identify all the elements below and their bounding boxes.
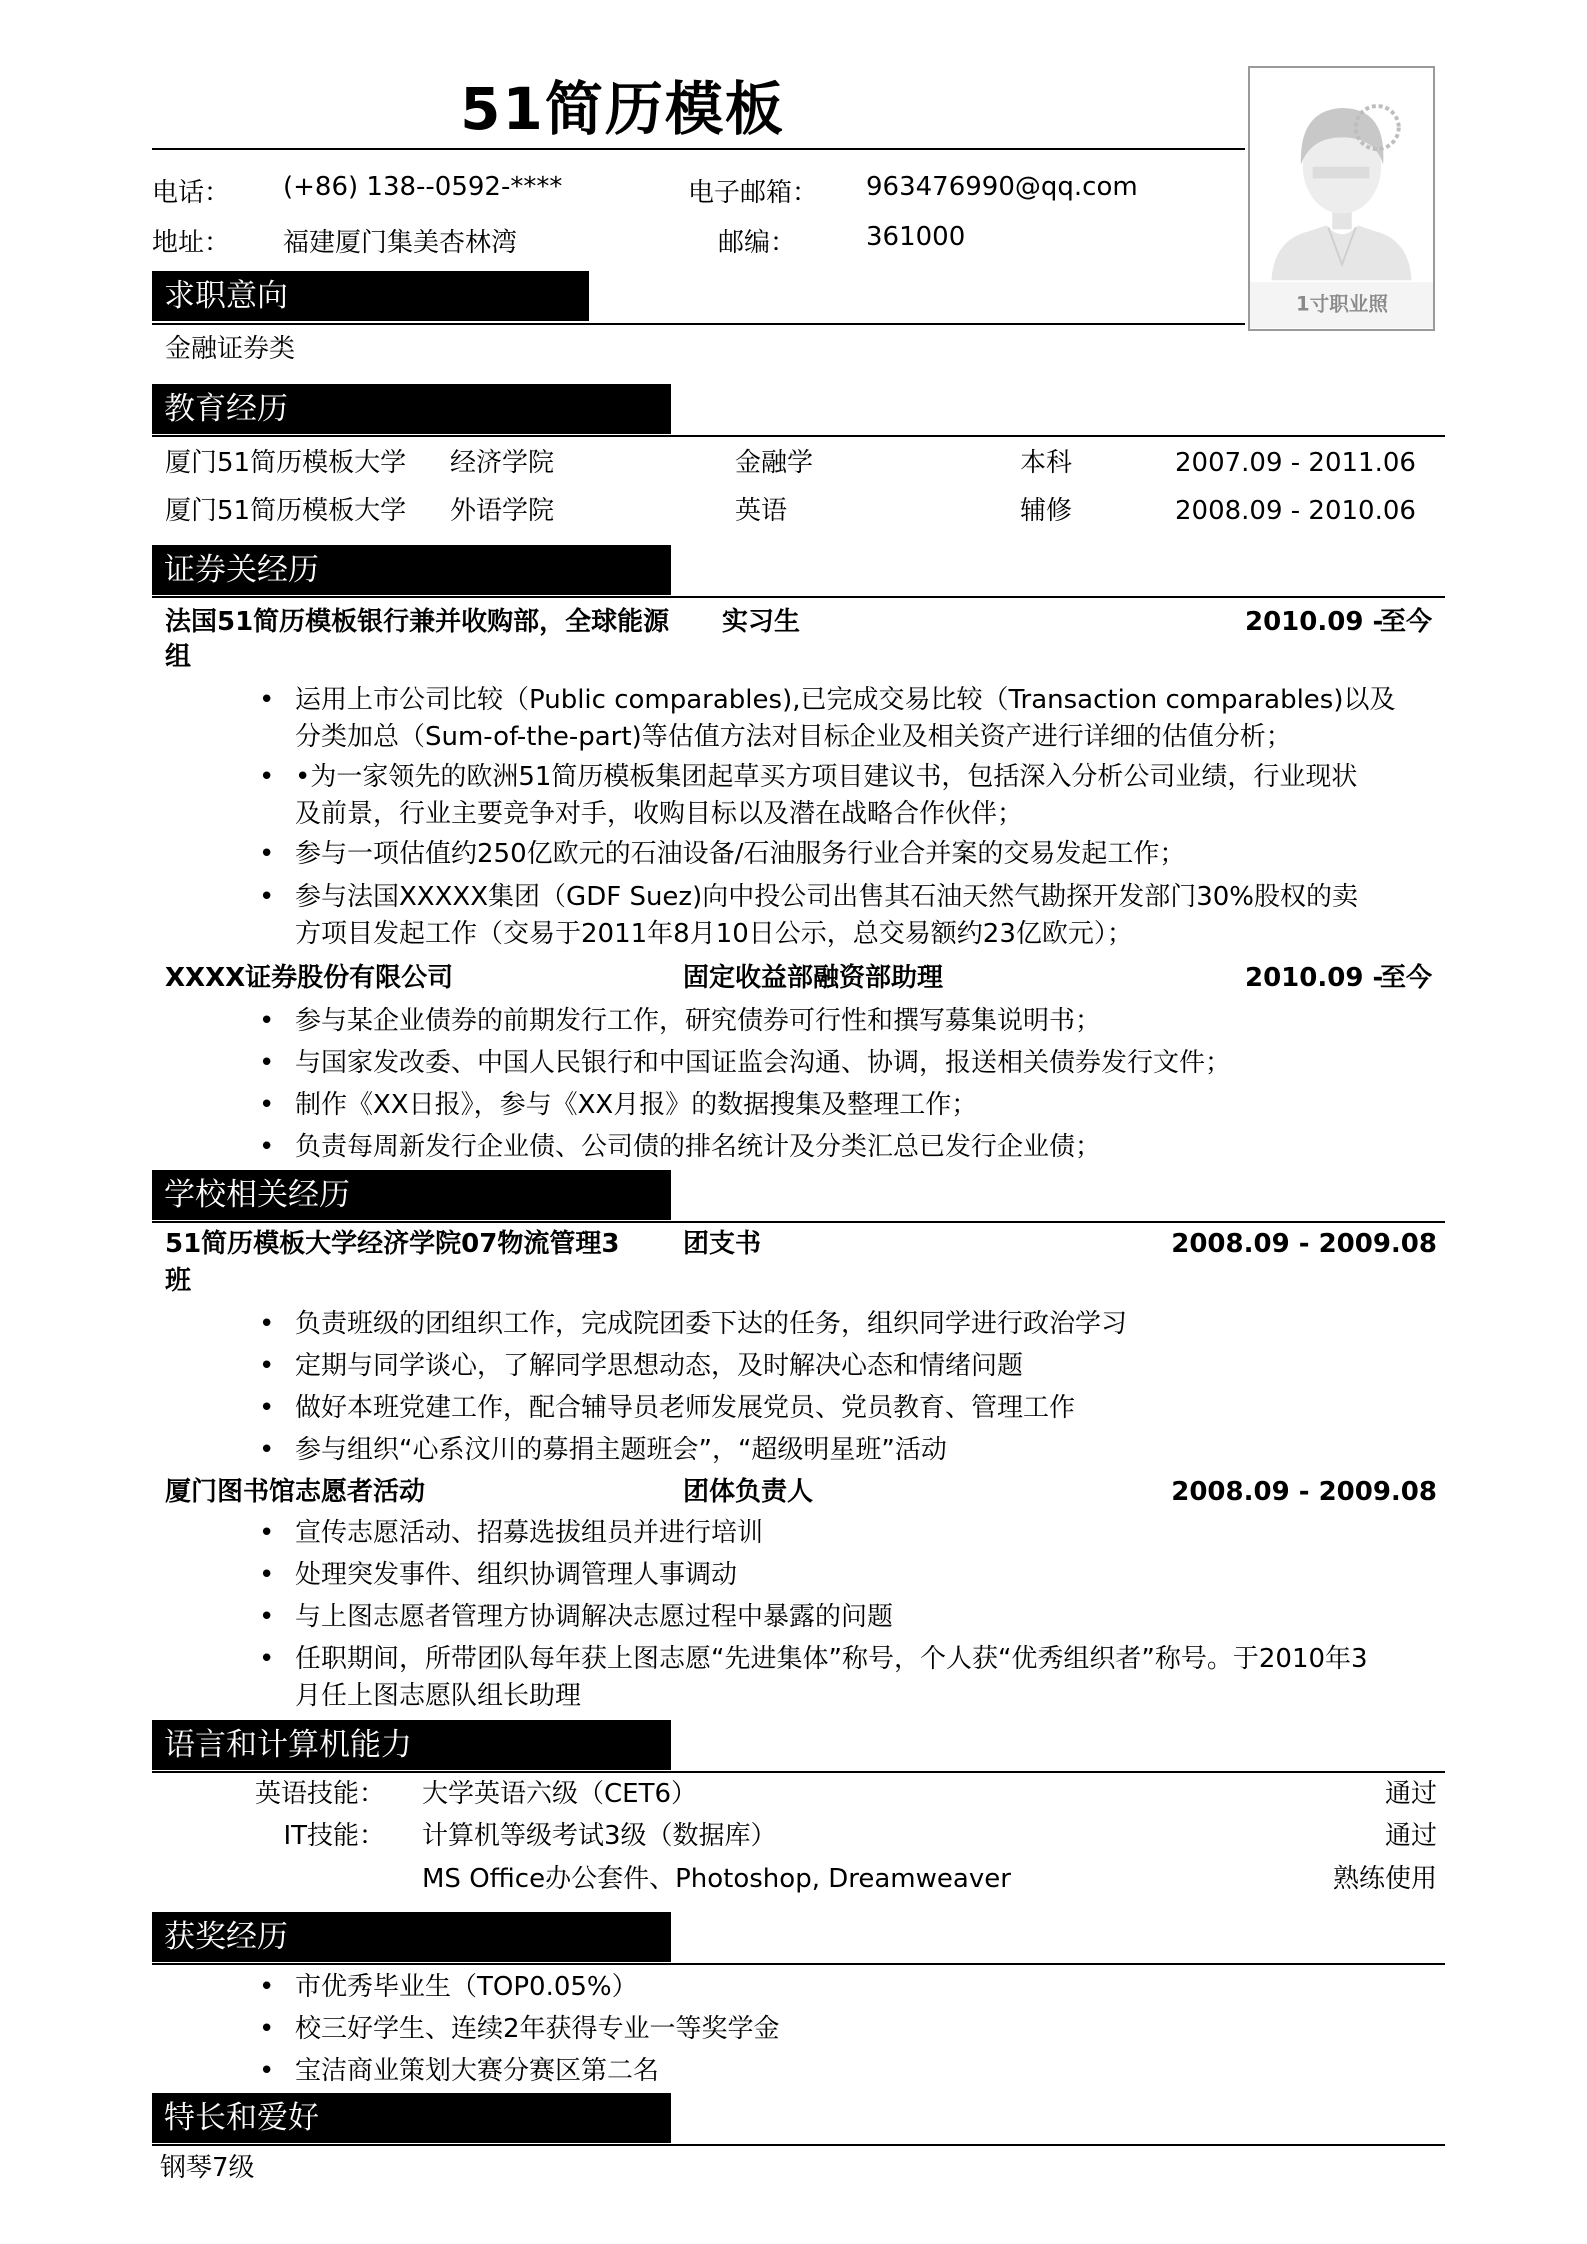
section-header-securities: 证券关经历 (152, 545, 671, 595)
skill-desc: 大学英语六级（CET6） (422, 1779, 698, 1809)
section-header-school: 学校相关经历 (152, 1170, 671, 1220)
bullet-text: 与国家发改委、中国人民银行和中国证监会沟通、协调，报送相关债券发行文件； (295, 1048, 1232, 1078)
bullet-dot: • (259, 882, 275, 912)
job-period-start: 2010.09 - (1245, 607, 1384, 637)
bullet-text: 宣传志愿活动、招募选拔组员并进行培训 (295, 1518, 764, 1548)
title-divider (152, 148, 1245, 150)
school-period: 2008.09 - 2009.08 (1171, 1229, 1437, 1259)
job-period-start: 2010.09 - (1245, 963, 1384, 993)
job-org-continued: 组 (165, 642, 192, 672)
section-header-skills: 语言和计算机能力 (152, 1720, 671, 1770)
zip-value: 361000 (866, 222, 966, 252)
job-role: 固定收益部融资部助理 (683, 963, 944, 993)
education-major: 英语 (735, 496, 788, 526)
bullet-text: 参与法国XXXXX集团（GDF Suez)向中投公司出售其石油天然气勘探开发部门30%股权的卖 (295, 882, 1359, 912)
bullet-dot: • (259, 1006, 275, 1036)
education-major: 金融学 (735, 448, 814, 478)
school-org-continued: 班 (165, 1266, 192, 1296)
bullet-text: 制作《XX日报》，参与《XX月报》的数据搜集及整理工作； (295, 1090, 978, 1120)
education-school: 厦门51简历模板大学 (165, 496, 407, 526)
section-header-hobbies: 特长和爱好 (152, 2093, 671, 2143)
bullet-text: 负责班级的团组织工作，完成院团委下达的任务，组织同学进行政治学习 (295, 1309, 1128, 1339)
school-role: 团支书 (683, 1229, 762, 1259)
photo-caption: 1寸职业照 (1296, 292, 1388, 316)
skill-level: 熟练使用 (1332, 1864, 1437, 1894)
bullet-dot: • (259, 685, 275, 715)
bullet-text: 月任上图志愿队组长助理 (295, 1681, 582, 1711)
bullet-dot: • (259, 1518, 275, 1548)
skill-label: 英语技能： (254, 1779, 385, 1809)
bullet-dot: • (259, 1132, 275, 1162)
bullet-text: 参与组织“心系汶川的募捐主题班会”，“超级明星班”活动 (295, 1435, 947, 1465)
list-item (259, 682, 1396, 756)
education-college: 经济学院 (450, 448, 555, 478)
bullet-dot: • (259, 2056, 275, 2086)
hobbies-text: 钢琴7级 (160, 2153, 255, 2183)
school-org: 51简历模板大学经济学院07物流管理3 (165, 1229, 620, 1259)
section-divider (152, 1221, 1445, 1223)
job-role: 实习生 (722, 607, 801, 637)
bullet-dot: • (259, 839, 275, 869)
bullet-text: 方项目发起工作（交易于2011年8月10日公示，总交易额约23亿欧元）； (295, 919, 1133, 949)
list-item (259, 759, 1358, 833)
school-period: 2008.09 - 2009.08 (1171, 1477, 1437, 1507)
school-role: 团体负责人 (683, 1477, 814, 1507)
education-school: 厦门51简历模板大学 (165, 448, 407, 478)
bullet-text: 运用上市公司比较（Public comparables),已完成交易比较（Transaction comparables)以及 (295, 685, 1396, 715)
list-item (259, 2011, 780, 2048)
bullet-text: 分类加总（Sum-of-the-part)等估值方法对目标企业及相关资产进行详细的估值分析； (295, 722, 1292, 752)
bullet-text: 定期与同学谈心，了解同学思想动态，及时解决心态和情绪问题 (295, 1351, 1024, 1381)
list-item (259, 836, 1186, 873)
list-item (259, 1515, 764, 1552)
list-item (259, 1306, 1128, 1343)
address-label: 地址： (152, 228, 231, 258)
email-value: 963476990@qq.com (866, 172, 1138, 202)
section-divider (152, 323, 1245, 325)
bullet-text: 宝洁商业策划大赛分赛区第二名 (295, 2056, 660, 2086)
skill-level: 通过 (1384, 1779, 1437, 1809)
job-period-end: 至今 (1380, 607, 1433, 637)
bullet-dot: • (259, 2014, 275, 2044)
school-org: 厦门图书馆志愿者活动 (165, 1477, 426, 1507)
education-period: 2007.09 - 2011.06 (1175, 448, 1416, 478)
email-label: 电子邮箱： (688, 178, 819, 208)
bullet-text: 市优秀毕业生（TOP0.05%） (295, 1972, 638, 2002)
section-divider (152, 1963, 1445, 1965)
skill-desc: 计算机等级考试3级（数据库） (422, 1821, 777, 1851)
zip-label: 邮编： (718, 228, 797, 258)
section-header-education: 教育经历 (152, 384, 671, 434)
section-header-objective: 求职意向 (152, 271, 589, 321)
bullet-dot: • (259, 762, 275, 792)
skill-label: IT技能： (283, 1821, 385, 1851)
list-item (259, 1003, 1102, 1040)
section-divider (152, 1771, 1445, 1773)
skill-level: 通过 (1384, 1821, 1437, 1851)
bullet-text: 处理突发事件、组织协调管理人事调动 (295, 1560, 738, 1590)
education-period: 2008.09 - 2010.06 (1175, 496, 1416, 526)
job-org: XXXX证券股份有限公司 (165, 963, 454, 993)
bullet-text: 任职期间，所带团队每年获上图志愿“先进集体”称号，个人获“优秀组织者”称号。于2010年3 (295, 1644, 1368, 1674)
education-degree: 辅修 (1020, 496, 1073, 526)
phone-label: 电话： (152, 178, 231, 208)
profile-photo (1248, 66, 1435, 331)
job-org: 法国51简历模板银行兼并收购部，全球能源 (165, 607, 670, 637)
bullet-dot: • (259, 1972, 275, 2002)
phone-value: (+86) 138--0592-**** (283, 172, 563, 202)
list-item (259, 1348, 1024, 1385)
list-item (259, 1641, 1368, 1715)
education-degree: 本科 (1020, 448, 1073, 478)
bullet-dot: • (259, 1309, 275, 1339)
job-period-end: 至今 (1380, 963, 1433, 993)
list-item (259, 1432, 947, 1469)
bullet-dot: • (259, 1644, 275, 1674)
bullet-text: 与上图志愿者管理方协调解决志愿过程中暴露的问题 (295, 1602, 894, 1632)
list-item (259, 879, 1359, 953)
list-item (259, 1969, 638, 2006)
bullet-dot: • (259, 1090, 275, 1120)
section-divider (152, 596, 1445, 598)
bullet-text: 及前景，行业主要竞争对手，收购目标以及潜在战略合作伙伴； (295, 799, 1024, 829)
list-item (259, 1390, 1076, 1427)
list-item (259, 1045, 1232, 1082)
bullet-text: 校三好学生、连续2年获得专业一等奖学金 (295, 2014, 780, 2044)
page-title: 51简历模板 (460, 75, 785, 143)
skill-desc: MS Office办公套件、Photoshop, Dreamweaver (422, 1864, 1011, 1894)
list-item (259, 1087, 978, 1124)
bullet-text: 做好本班党建工作，配合辅导员老师发展党员、党员教育、管理工作 (295, 1393, 1076, 1423)
list-item (259, 1129, 1102, 1166)
bullet-text: 参与某企业债券的前期发行工作，研究债券可行性和撰写募集说明书； (295, 1006, 1102, 1036)
bullet-dot: • (259, 1393, 275, 1423)
bullet-dot: • (259, 1560, 275, 1590)
profile-placeholder-icon (1250, 68, 1433, 329)
section-divider (152, 435, 1445, 437)
section-header-awards: 获奖经历 (152, 1912, 671, 1962)
section-divider (152, 2144, 1445, 2146)
bullet-text: •为一家领先的欧洲51简历模板集团起草买方项目建议书，包括深入分析公司业绩，行业现状 (295, 762, 1358, 792)
education-college: 外语学院 (450, 496, 555, 526)
address-value: 福建厦门集美杏林湾 (283, 228, 518, 258)
bullet-dot: • (259, 1602, 275, 1632)
bullet-dot: • (259, 1048, 275, 1078)
bullet-text: 参与一项估值约250亿欧元的石油设备/石油服务行业合并案的交易发起工作； (295, 839, 1186, 869)
list-item (259, 1599, 894, 1636)
objective-text: 金融证券类 (165, 334, 296, 364)
list-item (259, 1557, 738, 1594)
bullet-dot: • (259, 1435, 275, 1465)
list-item (259, 2053, 660, 2090)
bullet-dot: • (259, 1351, 275, 1381)
bullet-text: 负责每周新发行企业债、公司债的排名统计及分类汇总已发行企业债； (295, 1132, 1102, 1162)
